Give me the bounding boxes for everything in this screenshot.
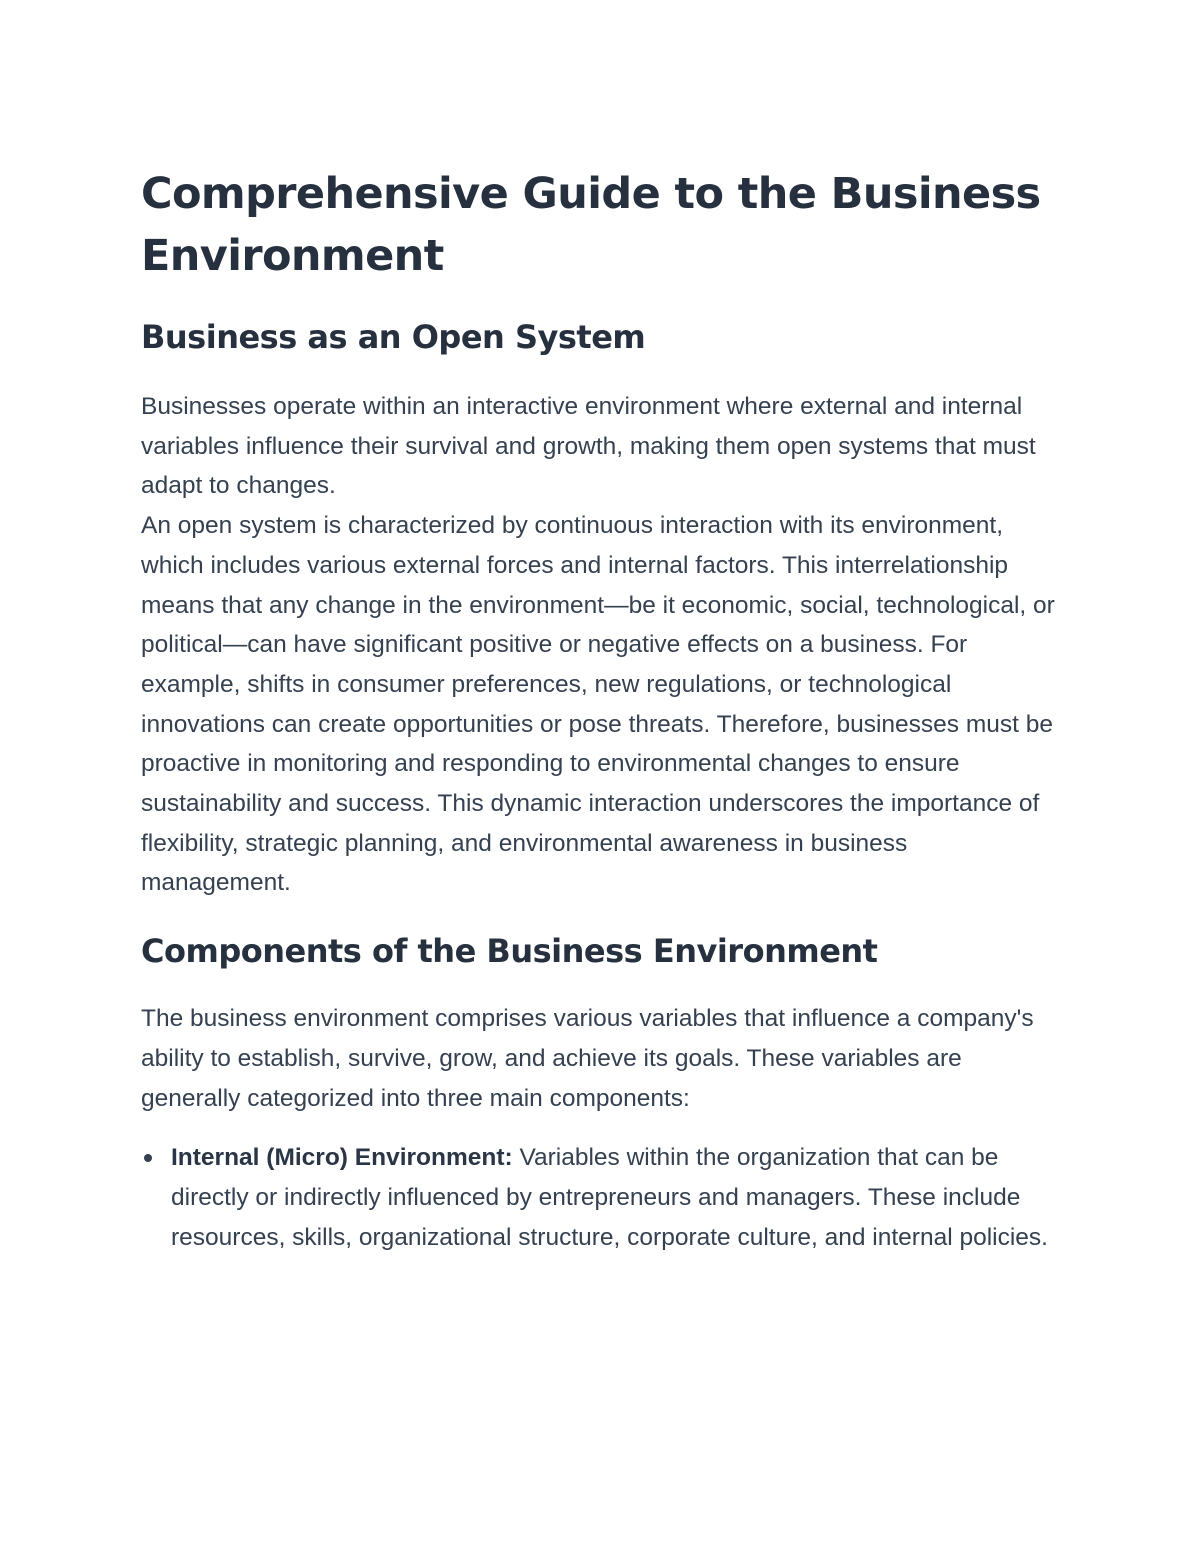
list-item [141,1138,1061,1257]
paragraph-open-system-detail: An open system is characterized by continuous interaction with its environment, which includes various external forces and internal factors. This interrelationship means that any change in the environment—be it economic, social, technological, or political—can have significant positive or negative effects on a business. For example, shifts in consumer preferences, new regulations, or technological innovations can create opportunities or pose threats. Therefore, businesses must be proactive in monitoring and responding to environmental changes to ensure sustainability and success. This dynamic interaction underscores the importance of flexibility, strategic planning, and environmental awareness in business management. [141,512,1055,897]
paragraph-open-system-intro: Businesses operate within an interactive environment where external and internal variables influence their survival and growth, making them open systems that must adapt to changes. [141,393,1036,500]
document-page [141,163,1061,1257]
section-heading-components: Components of the Business Environment [141,932,878,971]
document-title: Comprehensive Guide to the Business Environment [141,169,1041,281]
section-heading-open-system: Business as an Open System [141,318,646,356]
bullet-text: Variables within the organization that can be directly or indirectly influenced by entrepreneurs and managers. These include resources, skills, organizational structure, corporate culture, and internal policies. [171,1144,1048,1251]
bullet-dot-icon [144,1154,152,1162]
paragraph-components-intro: The business environment comprises various variables that influence a company's ability to establish, survive, grow, and achieve its goals. These variables are generally categorized into three main components: [141,1005,1034,1112]
components-bullet-list [141,1138,1061,1257]
bullet-term: Internal (Micro) Environment: [171,1144,513,1172]
